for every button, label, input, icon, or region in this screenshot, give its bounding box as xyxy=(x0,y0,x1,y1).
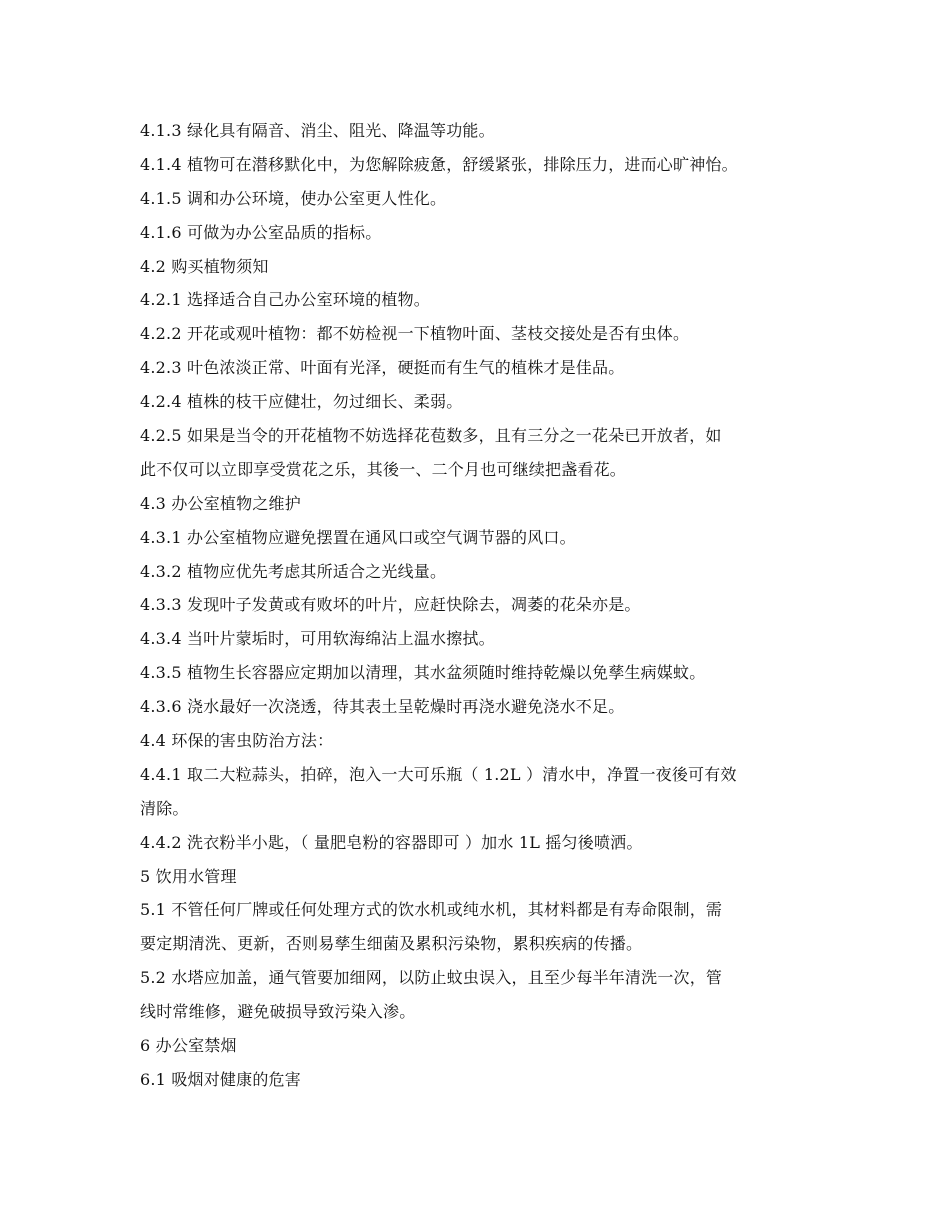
text-line: 4.2.1 选择适合自己办公室环境的植物。 xyxy=(140,290,430,310)
section-heading: 6 办公室禁烟 xyxy=(140,1036,237,1056)
text-line: 4.4.2 洗衣粉半小匙，（ 量肥皂粉的容器即可 ）加水 1L 摇匀後喷洒。 xyxy=(140,832,643,852)
text-line: 4.2.5 如果是当令的开花植物不妨选择花苞数多，且有三分之一花朵已开放者，如 xyxy=(140,426,722,446)
text-line: 4.4.1 取二大粒蒜头，拍碎，泡入一大可乐瓶（ 1.2L ）清水中，净置一夜後可有效 xyxy=(140,764,737,784)
document-page xyxy=(140,114,820,1097)
text-line: 要定期清洗、更新，否则易孳生细菌及累积污染物，累积疾病的传播。 xyxy=(140,934,643,954)
text-line: 清除。 xyxy=(140,798,189,818)
text-line: 线时常维修，避免破损导致污染入渗。 xyxy=(140,1002,416,1022)
section-heading: 4.2 购买植物须知 xyxy=(140,256,269,276)
text-line: 4.3.5 植物生长容器应定期加以清理，其水盆须随时维持乾燥以免孳生病媒蚊。 xyxy=(140,663,706,683)
text-line: 4.2.2 开花或观叶植物：都不妨检视一下植物叶面、茎枝交接处是否有虫体。 xyxy=(140,324,690,344)
text-line: 5.1 不管任何厂牌或任何处理方式的饮水机或纯水机，其材料都是有寿命限制，需 xyxy=(140,900,723,920)
text-line: 4.1.5 调和办公环境，使办公室更人性化。 xyxy=(140,188,447,208)
text-line: 4.3.3 发现叶子发黄或有败坏的叶片，应赶快除去，凋萎的花朵亦是。 xyxy=(140,595,641,615)
text-line: 4.1.3 绿化具有隔音、消尘、阻光、降温等功能。 xyxy=(140,121,495,140)
text-line: 4.3.2 植物应优先考虑其所适合之光线量。 xyxy=(140,561,447,581)
text-line: 4.2.3 叶色浓淡正常、叶面有光泽，硬挺而有生气的植株才是佳品。 xyxy=(140,358,625,378)
text-line: 此不仅可以立即享受赏花之乐，其後一、二个月也可继续把盏看花。 xyxy=(140,459,627,479)
text-line: 4.1.4 植物可在潜移默化中，为您解除疲惫，舒缓紧张，排除压力，进而心旷神怡。 xyxy=(140,154,738,174)
text-line: 4.3.1 办公室植物应避免摆置在通风口或空气调节器的风口。 xyxy=(140,527,576,547)
section-heading: 5 饮用水管理 xyxy=(140,866,237,886)
section-heading: 4.3 办公室植物之维护 xyxy=(140,493,301,513)
text-line: 4.3.6 浇水最好一次浇透，待其表土呈乾燥时再浇水避免浇水不足。 xyxy=(140,697,625,717)
text-line: 4.3.4 当叶片蒙垢时，可用软海绵沾上温水擦拭。 xyxy=(140,629,495,649)
text-line: 5.2 水塔应加盖，通气管要加细网，以防止蚊虫误入，且至少每半年清洗一次，管 xyxy=(140,968,723,988)
text-line: 4.2.4 植株的枝干应健壮，勿过细长、柔弱。 xyxy=(140,392,463,412)
section-heading: 6.1 吸烟对健康的危害 xyxy=(140,1069,301,1089)
text-line: 4.1.6 可做为办公室品质的指标。 xyxy=(140,222,382,242)
section-heading: 4.4 环保的害虫防治方法： xyxy=(140,731,334,751)
